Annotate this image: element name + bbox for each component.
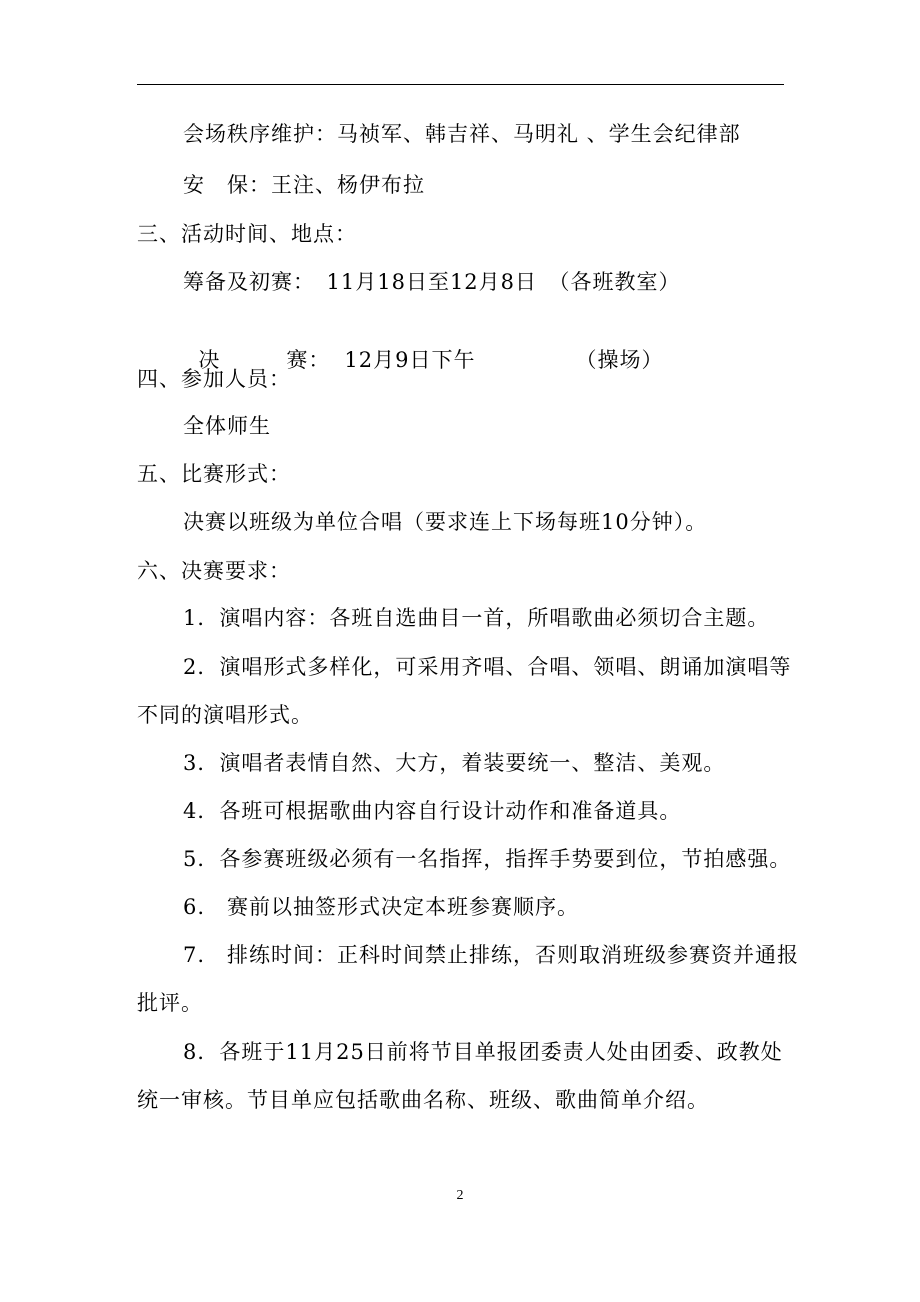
final-label: 决 赛：: [198, 348, 331, 372]
header-rule: [137, 84, 784, 85]
list-item: 4．各班可根据歌曲内容自行设计动作和准备道具。: [183, 799, 682, 823]
list-item-continuation: 统一审核。节目单应包括歌曲名称、班级、歌曲简单介绍。: [137, 1088, 709, 1112]
section-heading: 五、比赛形式：: [137, 462, 291, 486]
list-item: 1．演唱内容：各班自选曲目一首，所唱歌曲必须切合主题。: [183, 606, 770, 630]
text-line: 决赛以班级为单位合唱（要求连上下场每班10分钟）。: [183, 510, 708, 534]
text-line: 会场秩序维护：马祯军、韩吉祥、马明礼 、学生会纪律部: [183, 122, 741, 146]
final-time: 12月9日下午: [344, 348, 476, 372]
page-number: 2: [456, 1188, 464, 1203]
list-item: 7. 排练时间：正科时间禁止排练，否则取消班级参赛资并通报: [183, 943, 800, 967]
list-item: 3．演唱者表情自然、大方，着装要统一、整洁、美观。: [183, 751, 726, 775]
list-item-continuation: 批评。: [137, 991, 203, 1015]
text-line: 安 保：王注、杨伊布拉: [183, 173, 425, 197]
list-item-continuation: 不同的演唱形式。: [137, 703, 313, 727]
section-heading: 六、决赛要求：: [137, 559, 291, 583]
list-item: 5．各参赛班级必须有一名指挥，指挥手势要到位，节拍感强。: [183, 847, 792, 871]
list-item: 8．各班于11月25日前将节目单报团委责人处由团委、政教处: [183, 1040, 783, 1064]
list-item: 6. 赛前以抽签形式决定本班参赛顺序。: [183, 895, 580, 919]
list-item: 2．演唱形式多样化，可采用齐唱、合唱、领唱、朗诵加演唱等: [183, 655, 792, 679]
section-heading: 四、参加人员：: [137, 367, 291, 391]
text-line: 全体师生: [183, 414, 271, 438]
text-line: 筹备及初赛： 11月18日至12月8日 （各班教室）: [183, 270, 681, 294]
final-place: （操场）: [575, 348, 664, 372]
section-heading: 三、活动时间、地点：: [137, 222, 357, 246]
